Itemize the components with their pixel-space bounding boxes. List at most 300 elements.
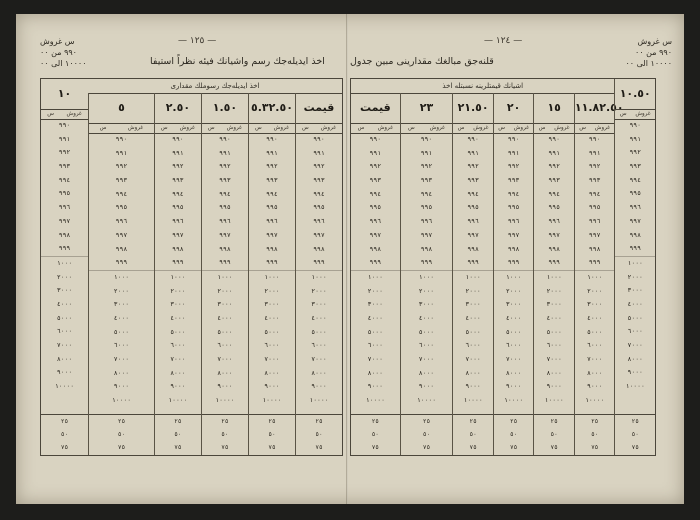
table-cell: ١٠٠٠ [505, 272, 522, 281]
table-cell: ٩٠٠٠ [546, 382, 562, 391]
footer-cell: ٧٥ [117, 444, 126, 451]
table-cell: ٩٩٤ [266, 189, 278, 198]
table-cell: ١٠٠٠ [170, 272, 186, 281]
column-cells [249, 133, 295, 415]
table-cell: ٩٩٥ [507, 203, 520, 212]
table-cell: ١٠٠٠٠ [111, 396, 132, 405]
table-cell: ٣٠٠٠ [418, 300, 435, 309]
footer-cell: ٢٥ [631, 418, 639, 425]
unit-label: س [99, 125, 107, 131]
table-cell: ٩٩٣ [172, 176, 184, 185]
footer-cell: ٧٥ [60, 444, 69, 451]
table-cell: ٩٩٩ [453, 256, 493, 271]
table-footer [202, 414, 248, 455]
table-cell: ٢٠٠٠ [113, 286, 130, 295]
table-footer [155, 414, 201, 455]
table-footer [575, 414, 615, 455]
table-cell: ٩٩١ [219, 148, 231, 157]
table-cell: ٩٩٩ [89, 256, 154, 271]
table-cell: ٩٩٩ [249, 256, 295, 271]
right-fee-table [350, 78, 656, 456]
column-group-label: اخذ ايديله‌جك رسوملك مقداری [88, 79, 342, 94]
footer-cell: ٢٥ [221, 418, 229, 425]
footer-cell: ٢٥ [591, 418, 599, 425]
footer-cell: ٧٥ [631, 444, 639, 451]
table-column [88, 93, 154, 455]
table-cell: ١٠٠٠٠ [215, 396, 235, 405]
table-cell: ٩٩١ [369, 148, 382, 157]
table-cell: ٩٩٣ [507, 176, 520, 185]
table-cell: ٩٩٠ [629, 121, 641, 129]
table-cell: ٧٠٠٠ [418, 355, 435, 363]
table-cell: ٧٠٠٠ [217, 355, 233, 363]
table-cell: ٤٠٠٠ [311, 313, 327, 322]
column-cells [453, 133, 493, 415]
table-cell: ٦٠٠٠ [367, 341, 383, 350]
column-cells [534, 133, 574, 415]
column-header: ٢١.٥٠ [453, 93, 493, 124]
table-cell: ٨٠٠٠ [217, 368, 233, 377]
table-cell: ٩٩٥ [588, 203, 601, 212]
table-cell: ٤٠٠٠ [367, 313, 383, 322]
table-cell: ٩٩٦ [266, 217, 278, 226]
footer-cell: ٢٥ [315, 418, 323, 425]
table-cell: ٩٩٢ [115, 162, 128, 171]
table-cell: ٩٩٢ [420, 162, 433, 171]
table-footer [494, 414, 534, 455]
footer-cell: ٥٠ [315, 431, 323, 438]
unit-label: غروش [635, 111, 651, 117]
table-cell: ٩٩٩ [534, 256, 574, 271]
table-cell: ٩٠٠٠ [586, 382, 603, 391]
footer-cell: ٢٥ [469, 418, 477, 425]
table-cell: ٧٠٠٠ [56, 341, 73, 349]
footer-cell: ٢٥ [422, 418, 431, 425]
table-cell: ٨٠٠٠ [465, 368, 481, 377]
table-cell: ٥٠٠٠ [264, 327, 280, 336]
footer-cell: ٥٠ [174, 431, 182, 438]
footer-cell: ٧٥ [221, 444, 229, 451]
table-cell: ٦٠٠٠ [113, 341, 130, 350]
table-cell: ١٠٠٠٠ [504, 396, 524, 405]
table-cell: ٩٩١ [467, 148, 479, 157]
table-cell: ٥٠٠٠ [586, 327, 603, 336]
table-cell: ٥٠٠٠ [465, 327, 481, 336]
table-cell: ٩٠٠٠ [367, 382, 383, 391]
column-header: ٢.٥٠ [155, 93, 201, 124]
footer-cell: ٢٥ [268, 418, 276, 425]
footer-cell: ٥٠ [469, 431, 477, 438]
table-footer [534, 414, 574, 455]
column-header: ٢٠ [494, 93, 534, 124]
table-cell: ٢٠٠٠ [505, 286, 522, 295]
table-cell: ٩٩٠ [507, 135, 520, 143]
table-cell: ٦٠٠٠ [170, 341, 186, 350]
right-note-line: س غروش [637, 37, 672, 46]
footer-cell: ٥٠ [117, 431, 126, 438]
table-cell: ٩٩٥ [420, 203, 433, 212]
table-cell: ٩٩١ [548, 148, 560, 157]
table-cell: ١٠٠٠٠ [54, 382, 75, 391]
table-cell: ٩٩٦ [420, 217, 433, 226]
table-cell: ٦٠٠٠ [546, 341, 562, 350]
unit-label: س [301, 125, 309, 131]
table-footer [351, 414, 400, 455]
column-cells [296, 133, 342, 415]
table-cell: ٩٩١ [507, 148, 520, 157]
table-cell: ٧٠٠٠ [465, 355, 481, 363]
table-cell: ٢٠٠٠ [546, 286, 562, 295]
table-cell: ١٠٠٠ [546, 272, 562, 281]
unit-label: غروش [429, 125, 445, 131]
table-cell: ٤٠٠٠ [505, 313, 522, 322]
table-cell: ٩٩٠ [420, 135, 433, 143]
table-cell: ٢٠٠٠ [56, 272, 73, 281]
table-cell: ٧٠٠٠ [627, 341, 643, 349]
table-cell: ٩٩٨ [313, 244, 325, 253]
table-cell: ٣٠٠٠ [505, 300, 522, 309]
table-cell: ١٠٠٠ [56, 258, 73, 267]
table-cell: ٩٩٧ [467, 230, 479, 239]
table-cell: ٦٠٠٠ [418, 341, 435, 350]
unit-label: س [538, 125, 546, 131]
unit-label: س [408, 125, 415, 131]
table-cell: ٩٠٠٠ [311, 382, 327, 391]
table-cell: ٩٩٨ [266, 244, 278, 253]
table-cell: ٧٠٠٠ [546, 355, 562, 363]
table-cell: ٩٩٩ [202, 256, 248, 271]
table-cell: ٦٠٠٠ [586, 341, 603, 350]
table-cell: ٩٩٢ [548, 162, 560, 171]
table-cell: ٩٩٧ [548, 230, 560, 239]
right-page-number: — ١٢٤ — [484, 36, 523, 46]
table-cell: ٨٠٠٠ [627, 354, 643, 363]
table-cell: ٩٩٤ [58, 175, 71, 184]
table-cell: ١٠٠٠ [586, 272, 603, 281]
footer-cell: ٥٠ [631, 431, 639, 438]
table-cell: ٩٩٧ [588, 230, 601, 239]
table-cell: ٩٩٦ [507, 217, 520, 226]
table-cell: ٥٠٠٠ [367, 327, 383, 336]
column-header: ١.٥٠ [202, 93, 248, 124]
table-cell: ٩٩٩ [296, 256, 342, 271]
table-cell: ٩٩٠ [58, 121, 71, 129]
footer-cell: ٧٥ [268, 444, 276, 451]
table-cell: ٩٩٠ [548, 135, 560, 143]
table-cell: ٩٩٣ [420, 176, 433, 185]
column-group-label: اشيانك قيمتلرينه نسبتله اخذ [351, 79, 614, 94]
table-cell: ٤٠٠٠ [586, 313, 603, 322]
column-header: قيمت [296, 93, 342, 124]
table-cell: ٦٠٠٠ [264, 341, 280, 350]
unit-label: غروش [594, 125, 611, 131]
table-cell: ٩٩٢ [467, 162, 479, 171]
table-cell: ٩٩٧ [507, 230, 520, 239]
table-cell: ٨٠٠٠ [56, 354, 73, 363]
table-cell: ٤٠٠٠ [418, 313, 435, 322]
column-header: ١١.٨٢.٥٠ [575, 93, 615, 124]
footer-cell: ٢٥ [550, 418, 558, 425]
table-cell: ٩٩٩ [494, 256, 534, 271]
table-cell: ٩٩٦ [219, 217, 231, 226]
table-cell: ٩٩٠ [369, 135, 382, 143]
column-cells [41, 119, 88, 415]
table-cell: ٩٩٦ [548, 217, 560, 226]
unit-label: غروش [273, 125, 289, 131]
table-cell: ٩٩٢ [172, 162, 184, 171]
footer-cell: ٥٠ [268, 431, 276, 438]
column-header: ١٠ [41, 79, 88, 110]
table-column [201, 93, 248, 455]
table-cell: ٣٠٠٠ [367, 300, 383, 309]
table-cell: ٩٩٧ [58, 216, 71, 225]
column-cells [89, 133, 154, 415]
unit-label: س [357, 125, 365, 131]
table-cell: ٧٠٠٠ [505, 355, 522, 363]
table-cell: ٣٠٠٠ [113, 300, 130, 309]
table-cell: ٦٠٠٠ [465, 341, 481, 350]
table-cell: ٩٩١ [629, 134, 641, 143]
table-cell: ٤٠٠٠ [627, 299, 643, 308]
table-cell: ٩٩٦ [313, 217, 325, 226]
unit-label: س [498, 125, 505, 131]
left-fee-table [40, 78, 343, 456]
table-cell: ٩٩٦ [369, 217, 382, 226]
table-cell: ٤٠٠٠ [264, 313, 280, 322]
table-cell: ٣٠٠٠ [217, 300, 233, 309]
table-column [248, 93, 295, 455]
footer-cell: ٥٠ [510, 431, 518, 438]
table-cell: ٩٩٣ [629, 162, 641, 171]
table-cell: ٩٩٢ [58, 148, 71, 157]
table-cell: ٤٠٠٠ [465, 313, 481, 322]
table-cell: ٩٠٠٠ [113, 382, 130, 391]
table-cell: ١٠٠٠ [627, 258, 643, 267]
table-cell: ٩٩١ [115, 148, 128, 157]
table-cell: ٩٩٨ [629, 230, 641, 239]
table-cell: ٩٩٤ [588, 189, 601, 198]
footer-cell: ٢٥ [510, 418, 518, 425]
table-cell: ٩٩٤ [629, 175, 641, 184]
unit-label: س [47, 111, 54, 117]
right-page-title: قلنه‌جق مبالغك مقدارینی مبین جدول [350, 56, 494, 67]
left-header-note [40, 36, 87, 69]
table-footer [249, 414, 295, 455]
table-cell: ٩٩٦ [467, 217, 479, 226]
table-cell: ١٠٠٠ [311, 272, 327, 281]
table-cell: ٩٩٣ [58, 162, 71, 171]
unit-label: س [160, 125, 168, 131]
table-cell: ٩٩٥ [172, 203, 184, 212]
column-header: قيمت [351, 93, 400, 124]
table-cell: ٩٩١ [172, 148, 184, 157]
table-cell: ٩٩٩ [41, 242, 88, 257]
table-cell: ٩٩٢ [313, 162, 325, 171]
table-cell: ٣٠٠٠ [56, 286, 73, 295]
table-column [574, 93, 624, 455]
table-cell: ٩٩٨ [219, 244, 231, 253]
column-header: ٥.٣٢.٥٠ [249, 93, 295, 124]
table-cell: ٩٩٦ [58, 203, 71, 212]
column-cells [615, 119, 655, 415]
table-cell: ٩٩٧ [266, 230, 278, 239]
table-cell: ٧٠٠٠ [170, 355, 186, 363]
unit-label: س [207, 125, 215, 131]
table-cell: ٦٠٠٠ [56, 327, 73, 336]
table-cell: ٦٠٠٠ [311, 341, 327, 350]
right-note-line: ١٠٠٠٠ الى ٠٠ [625, 59, 672, 68]
table-cell: ٩٩٢ [219, 162, 231, 171]
table-cell: ٢٠٠٠ [217, 286, 233, 295]
unit-label: غروش [513, 125, 529, 131]
table-cell: ٩٩٨ [588, 244, 601, 253]
column-cells [494, 133, 534, 415]
column-cells [155, 133, 201, 415]
unit-label: غروش [554, 125, 570, 131]
table-cell: ٧٠٠٠ [311, 355, 327, 363]
table-cell: ٩٩٧ [313, 230, 325, 239]
unit-label: غروش [226, 125, 242, 131]
table-cell: ٩٩٢ [588, 162, 601, 171]
table-cell: ١٠٠٠٠ [463, 396, 483, 405]
table-cell: ٤٠٠٠ [546, 313, 562, 322]
table-cell: ٩٩٣ [548, 176, 560, 185]
column-header: ٥ [89, 93, 154, 124]
table-footer [453, 414, 493, 455]
footer-cell: ٧٥ [174, 444, 182, 451]
table-cell: ٩٩٥ [369, 203, 382, 212]
left-note-line: س غروش [40, 37, 75, 46]
table-cell: ٩٩٨ [369, 244, 382, 253]
unit-label: س [457, 125, 465, 131]
footer-cell: ٥٠ [591, 431, 599, 438]
table-cell: ٢٠٠٠ [264, 286, 280, 295]
table-cell: ٩٠٠٠ [56, 368, 73, 377]
footer-cell: ٢٥ [174, 418, 182, 425]
footer-cell: ٧٥ [510, 444, 518, 451]
table-cell: ١٠٠٠ [264, 272, 280, 281]
table-cell: ٩٩٥ [313, 203, 325, 212]
table-cell: ٩٩٦ [588, 217, 601, 226]
table-cell: ٩٩٤ [507, 189, 520, 198]
table-cell: ٩٩٠ [588, 135, 601, 143]
table-column [154, 93, 201, 455]
table-cell: ٨٠٠٠ [311, 368, 327, 377]
table-cell: ٩٩٨ [467, 244, 479, 253]
table-cell: ٢٠٠٠ [465, 286, 481, 295]
unit-label: س [254, 125, 262, 131]
table-cell: ٩٩٣ [219, 176, 231, 185]
table-cell: ٩٩٦ [115, 217, 128, 226]
table-cell: ١٠٠٠٠ [544, 396, 564, 405]
table-cell: ٩٩٩ [351, 256, 400, 271]
table-footer [41, 414, 88, 455]
table-cell: ٢٠٠٠ [627, 272, 643, 281]
table-cell: ٩٩٠ [266, 135, 278, 143]
table-cell: ٩٩٣ [313, 176, 325, 185]
table-column [493, 93, 534, 455]
table-cell: ٩٩٠ [172, 135, 184, 143]
footer-cell: ٢٥ [60, 418, 69, 425]
column-header: ٢٣ [401, 93, 453, 124]
table-cell: ٥٠٠٠ [311, 327, 327, 336]
table-cell: ٩٩٥ [629, 189, 641, 198]
table-cell: ٩٩٥ [266, 203, 278, 212]
table-cell: ٣٠٠٠ [264, 300, 280, 309]
unit-label: غروش [179, 125, 195, 131]
table-cell: ٥٠٠٠ [418, 327, 435, 336]
table-footer [401, 414, 453, 455]
table-cell: ٩٩١ [313, 148, 325, 157]
table-cell: ٩٩٥ [58, 189, 71, 198]
footer-cell: ٥٠ [60, 431, 69, 438]
table-cell: ٩٩٤ [467, 189, 479, 198]
footer-cell: ٥٠ [221, 431, 229, 438]
table-cell: ٣٠٠٠ [586, 300, 603, 309]
table-cell: ١٠٠٠ [465, 272, 481, 281]
footer-cell: ٧٥ [591, 444, 599, 451]
footer-cell: ٥٠ [371, 431, 379, 438]
unit-label: غروش [127, 125, 144, 131]
table-cell: ٩٩٣ [588, 176, 601, 185]
left-note-line: ١٠٠٠٠ الى ٠٠ [40, 59, 87, 68]
table-cell: ١٠٠٠٠ [416, 396, 437, 405]
table-cell: ٩٠٠٠ [418, 382, 435, 391]
table-cell: ٩٩٧ [115, 230, 128, 239]
table-cell: ٥٠٠٠ [546, 327, 562, 336]
table-cell: ٩٩٧ [629, 216, 641, 225]
table-cell: ٨٠٠٠ [586, 368, 603, 377]
table-cell: ٧٠٠٠ [367, 355, 383, 363]
table-cell: ١٠٠٠ [217, 272, 233, 281]
table-cell: ٩٠٠٠ [170, 382, 186, 391]
table-cell: ٥٠٠٠ [170, 327, 186, 336]
table-cell: ٢٠٠٠ [170, 286, 186, 295]
table-cell: ٩٩٣ [467, 176, 479, 185]
footer-cell: ٧٥ [422, 444, 431, 451]
footer-cell: ٧٥ [315, 444, 323, 451]
table-cell: ٧٠٠٠ [586, 355, 603, 363]
table-cell: ٣٠٠٠ [465, 300, 481, 309]
table-cell: ٩٩٨ [548, 244, 560, 253]
table-cell: ٨٠٠٠ [505, 368, 522, 377]
table-cell: ١٠٠٠٠ [309, 396, 329, 405]
unit-label: غروش [473, 125, 489, 131]
footer-cell: ٧٥ [550, 444, 558, 451]
column-header: ١٥ [534, 93, 574, 124]
table-cell: ١٠٠٠٠ [168, 396, 188, 405]
table-cell: ٩٩٠ [115, 135, 128, 143]
footer-cell: ٧٥ [469, 444, 477, 451]
table-cell: ٩٩٧ [172, 230, 184, 239]
table-footer [615, 414, 655, 455]
table-column [452, 93, 493, 455]
unit-label: س [619, 111, 627, 117]
table-cell: ٢٠٠٠ [418, 286, 435, 295]
table-cell: ٥٠٠٠ [627, 313, 643, 322]
table-cell: ٥٠٠٠ [505, 327, 522, 336]
table-cell: ٩٩٨ [507, 244, 520, 253]
table-cell: ٣٠٠٠ [311, 300, 327, 309]
table-cell: ٩٩٠ [467, 135, 479, 143]
table-cell: ٨٠٠٠ [418, 368, 435, 377]
table-column [533, 93, 574, 455]
right-header-note [626, 36, 673, 69]
table-cell: ٩٩٥ [115, 203, 128, 212]
table-cell: ٩٩٥ [219, 203, 231, 212]
table-cell: ٩٩٧ [420, 230, 433, 239]
table-cell: ٩٩٤ [219, 189, 231, 198]
